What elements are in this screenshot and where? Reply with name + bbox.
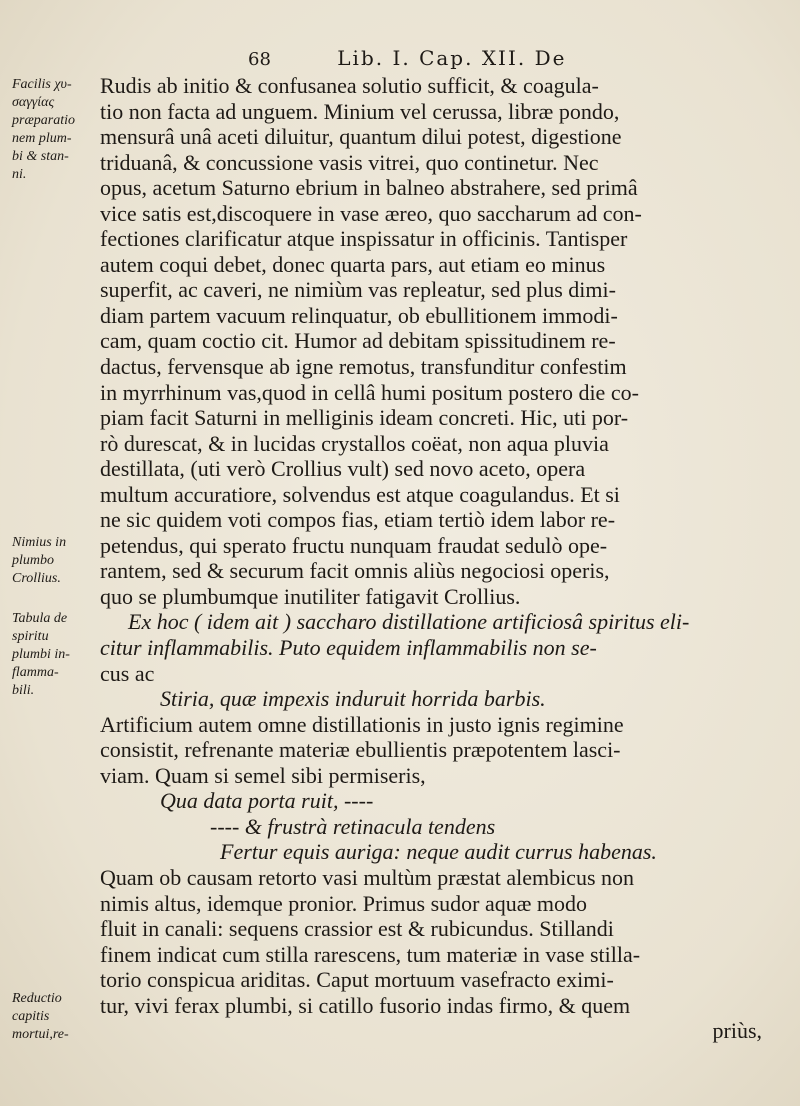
margin-note-line: spiritu bbox=[12, 629, 49, 644]
margin-note-reductio bbox=[12, 990, 102, 1044]
margin-note-tabula bbox=[12, 610, 102, 700]
text-line: Rudis ab initio & confusanea solutio sufficit, & coagula- bbox=[100, 73, 599, 98]
text-line: fluit in canali: sequens crassior est & rubicundus. Stillandi bbox=[100, 916, 614, 942]
text-line: finem indicat cum stilla rarescens, tum materiæ in vase stilla- bbox=[100, 941, 641, 967]
margin-note-line: Tabula de bbox=[12, 611, 68, 626]
margin-note-line: capitis bbox=[12, 1009, 50, 1024]
margin-note-line: Facilis χυ- bbox=[12, 77, 72, 92]
text-line: tur, vivi ferax plumbi, si catillo fusorio indas firmo, & quem bbox=[100, 992, 631, 1018]
text-line: mensurâ unâ aceti diluitur, quantum dilui potest, digestione bbox=[100, 124, 622, 150]
text-line: ne sic quidem voti compos fias, etiam tertiò idem labor re- bbox=[100, 507, 616, 533]
verse-line: Qua data porta ruit, ---- bbox=[160, 788, 374, 814]
text-line: dactus, fervensque ab igne remotus, transfunditur confestim bbox=[100, 354, 627, 380]
margin-note-line: σαγγίας bbox=[12, 95, 55, 110]
text-line: rò durescat, & in lucidas crystallos coëat, non aqua pluvia bbox=[100, 430, 609, 456]
text-line: Quam ob causam retorto vasi multùm præstat alembicus non bbox=[100, 864, 635, 890]
text-line: superfit, ac caveri, ne nimiùm vas repleatur, sed plus dimi- bbox=[100, 277, 616, 303]
text-line: destillata, (uti verò Crollius vult) sed novo aceto, opera bbox=[100, 456, 586, 482]
text-line: triduanâ, & concussione vasis vitrei, quo continetur. Nec bbox=[100, 149, 599, 175]
text-line: vice satis est,discoquere in vase æreo, quo saccharum ad con- bbox=[100, 200, 642, 226]
catchword: priùs, bbox=[712, 1018, 762, 1044]
running-title: Lib. I. Cap. XII. De bbox=[337, 46, 567, 70]
margin-note-preparation bbox=[12, 76, 102, 184]
text-line: cus ac bbox=[100, 660, 155, 686]
margin-note-line: Reductio bbox=[12, 991, 62, 1006]
text-line: autem coqui debet, donec quarta pars, aut etiam eo minus bbox=[100, 251, 606, 277]
text-line: fectiones clarificatur atque inspissatur in officinis. Tantisper bbox=[100, 226, 628, 252]
margin-note-line: ni. bbox=[12, 167, 27, 182]
text-line: Artificium autem omne distillationis in justo ignis regimine bbox=[100, 711, 624, 737]
margin-note-line: præparatio bbox=[12, 113, 76, 128]
text-line: petendus, qui sperato fructu nunquam fraudat sedulò ope- bbox=[100, 532, 608, 558]
margin-note-line: Nimius in bbox=[12, 535, 67, 550]
text-line: diam partem vacuum relinquatur, ob ebullitionem immodi- bbox=[100, 302, 618, 328]
margin-note-line: nem plum- bbox=[12, 131, 72, 146]
text-line: opus, acetum Saturno ebrium in balneo abstrahere, sed primâ bbox=[100, 175, 638, 201]
margin-note-line: plumbo bbox=[12, 553, 54, 568]
margin-note-line: bili. bbox=[12, 683, 35, 698]
running-header bbox=[248, 46, 748, 70]
margin-note-crollius bbox=[12, 534, 102, 588]
margin-note-line: bi & stan- bbox=[12, 149, 69, 164]
text-line: piam facit Saturni in melliginis ideam concreti. Hic, uti por- bbox=[100, 405, 629, 431]
text-line: multum accuratiore, solvendus est atque coagulandus. Et si bbox=[100, 481, 620, 507]
text-line: Ex hoc ( idem ait ) saccharo distillatione artificiosâ spiritus eli- bbox=[128, 609, 690, 635]
text-line: citur inflammabilis. Puto equidem inflammabilis non se- bbox=[100, 635, 597, 661]
margin-note-line: plumbi in- bbox=[12, 647, 70, 662]
margin-note-line: mortui,re- bbox=[12, 1027, 69, 1042]
text-line: consistit, refrenante materiæ ebullientis præpotentem lasci- bbox=[100, 737, 621, 763]
page-number: 68 bbox=[248, 49, 271, 70]
margin-note-line: Crollius. bbox=[12, 571, 61, 586]
text-line: viam. Quam si semel sibi permiseris, bbox=[100, 762, 426, 788]
text-line: cam, quam coctio cit. Humor ad debitam spissitudinem re- bbox=[100, 328, 616, 354]
text-line: torio conspicua ariditas. Caput mortuum vasefracto eximi- bbox=[100, 967, 614, 993]
text-line: nimis altus, idemque pronior. Primus sudor aquæ modo bbox=[100, 890, 588, 916]
text-line: quo se plumbumque inutiliter fatigavit Crollius. bbox=[100, 583, 521, 609]
text-line: rantem, sed & securum facit omnis aliùs negociosi operis, bbox=[100, 558, 610, 584]
verse-line: Fertur equis auriga: neque audit currus habenas. bbox=[220, 839, 657, 865]
text-line: in myrrhinum vas,quod in cellâ humi positum postero die co- bbox=[100, 379, 639, 405]
main-text bbox=[100, 73, 772, 1044]
verse-line: Stiria, quæ impexis induruit horrida barbis. bbox=[160, 686, 546, 712]
margin-note-line: flamma- bbox=[12, 665, 59, 680]
text-line: tio non facta ad unguem. Minium vel cerussa, libræ pondo, bbox=[100, 98, 620, 124]
verse-line: ---- & frustrà retinacula tendens bbox=[210, 813, 496, 839]
